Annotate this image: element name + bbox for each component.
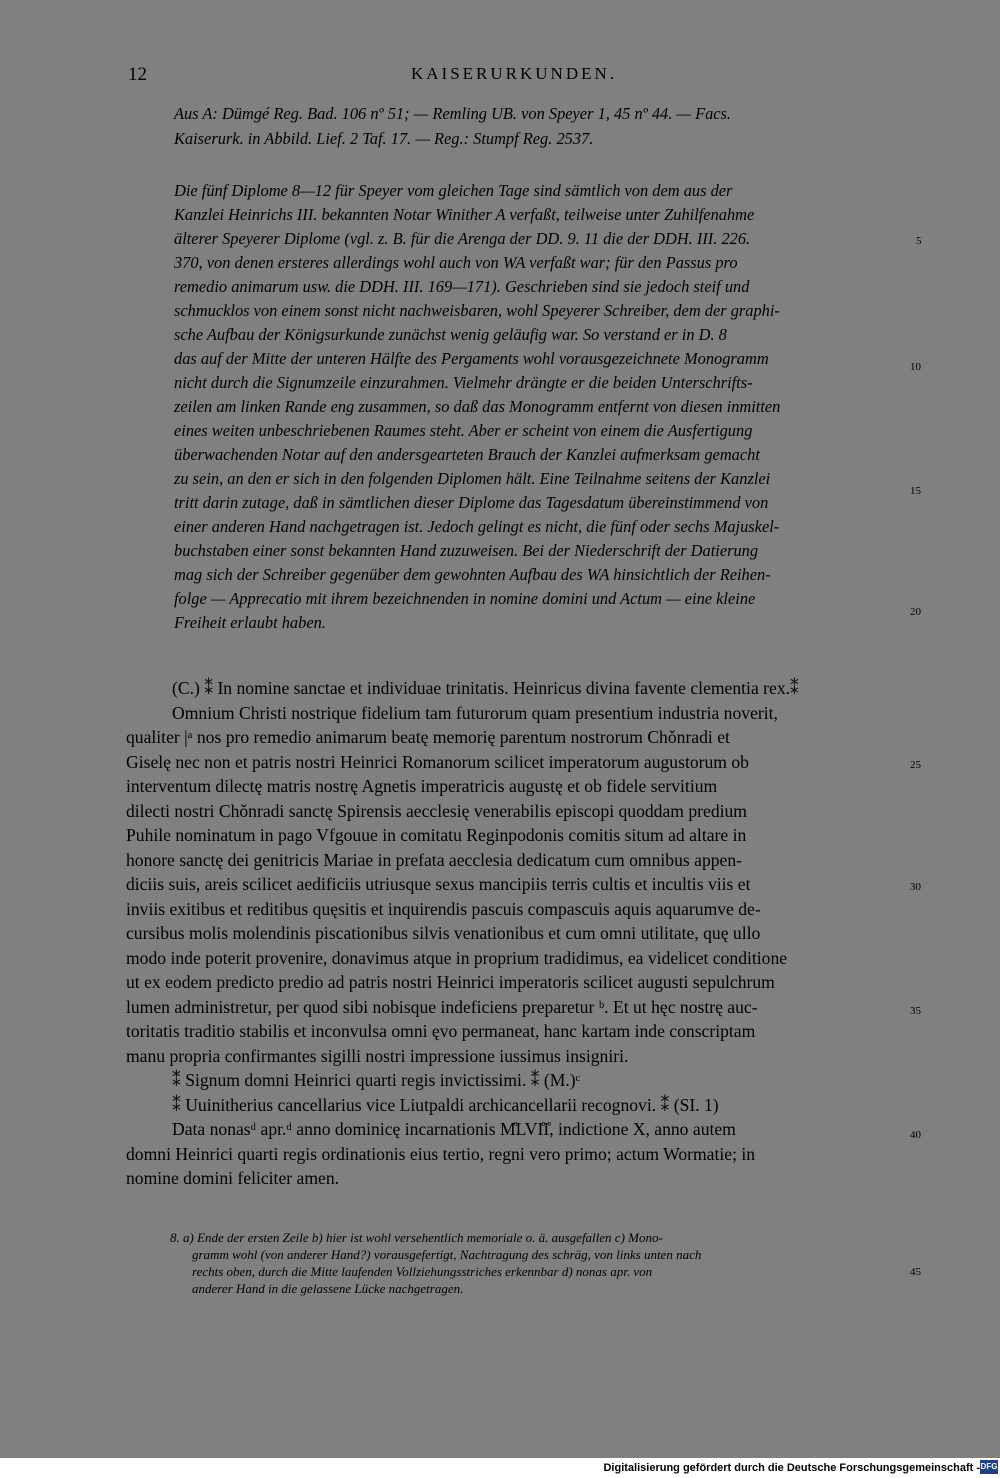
commentary-line: tritt darin zutage, daß in sämtlichen dieser Diplome das Tagesdatum übereinstimmend von bbox=[174, 493, 769, 512]
page-header bbox=[128, 64, 900, 86]
commentary-line: das auf der Mitte der unteren Hälfte des Pergaments wohl vorausgezeichnete Monogramm bbox=[174, 349, 769, 368]
footnote-line: gramm wohl (von anderer Hand?) vorausgefertigt, Nachtragung des schräg, von links unten nach bbox=[192, 1247, 702, 1262]
margin-line-number: 10 bbox=[910, 361, 921, 373]
margin-line-number: 30 bbox=[910, 881, 921, 893]
commentary-line: 370, von denen ersteres allerdings wohl auch von WA verfaßt war; für den Passus pro bbox=[174, 253, 738, 272]
charter-line: Puhile nominatum in pago Vfgouue in comitatu Reginpodonis comitis situm ad altare in bbox=[126, 825, 747, 845]
dating-line: Data nonasᵈ apr.ᵈ anno dominicę incarnationis M̊LVI̊I̊, indictione X, anno autem bbox=[172, 1119, 736, 1139]
running-title: KAISERURKUNDEN. bbox=[410, 64, 618, 83]
commentary-line: überwachenden Notar auf den andersgearteten Brauch der Kanzlei aufmerksam gemacht bbox=[174, 445, 760, 464]
footnote-line: anderer Hand in die gelassene Lücke nachgetragen. bbox=[192, 1281, 464, 1296]
commentary-line: einer anderen Hand nachgetragen ist. Jedoch gelingt es nicht, die fünf oder sechs Majuskel- bbox=[174, 517, 780, 536]
commentary-line: Freiheit erlaubt haben. bbox=[174, 613, 326, 632]
commentary-line: remedio animarum usw. die DDH. III. 169—171). Geschrieben sind sie jedoch steif und bbox=[174, 277, 750, 296]
charter-line: honore sanctę dei genitricis Mariae in prefata aecclesia dedicatum cum omnibus appen- bbox=[126, 849, 743, 870]
charter-line: lumen administretur, per quod sibi nobisque indeficiens preparetur ᵇ. Et ut hęc nostrę auc- bbox=[126, 996, 758, 1017]
charter-line: modo inde poterit provenire, donavimus atque in proprium tradidimus, ea videlicet conditione bbox=[126, 947, 788, 968]
dating-line: domni Heinrici quarti regis ordinationis eius tertio, regni vero primo; actum Wormatie; in bbox=[126, 1143, 756, 1164]
margin-line-number: 45 bbox=[910, 1266, 921, 1278]
charter-line: (C.) ⁑ In nomine sanctae et individuae trinitatis. Heinricus divina favente clementia rex.⁑ bbox=[172, 678, 799, 698]
recognition-line: ⁑ Uuinitherius cancellarius vice Liutpaldi archicancellarii recognovi. ⁑ (SI. 1) bbox=[172, 1094, 719, 1115]
page-number: 12 bbox=[128, 64, 147, 85]
commentary-line: älterer Speyerer Diplome (vgl. z. B. für die Arenga der DD. 9. 11 die der DDH. III. 226. bbox=[174, 229, 751, 248]
margin-line-number: 5 bbox=[916, 235, 922, 247]
dfg-logo-icon: DFG bbox=[980, 1460, 998, 1474]
charter-line: Giselę nec non et patris nostri Heinrici Romanorum scilicet imperatorum augustorum ob bbox=[126, 751, 749, 772]
commentary-line: zeilen am linken Rande eng zusammen, so daß das Monogramm entfernt von diesen inmitten bbox=[174, 397, 781, 416]
commentary-line: buchstaben einer sonst bekannten Hand zuzuweisen. Bei der Niederschrift der Datierung bbox=[174, 541, 759, 560]
margin-line-number: 25 bbox=[910, 759, 921, 771]
dating-line: nomine domini feliciter amen. bbox=[126, 1168, 340, 1188]
sources-line: Aus A: Dümgé Reg. Bad. 106 nº 51; — Remling UB. von Speyer 1, 45 nº 44. — Facs. bbox=[174, 104, 732, 123]
margin-line-number: 20 bbox=[910, 606, 921, 618]
margin-line-number: 40 bbox=[910, 1129, 921, 1141]
charter-line: inviis exitibus et reditibus quęsitis et inquirendis pascuis compascuis aquis aquarumve de- bbox=[126, 898, 761, 919]
charter-line: manu propria confirmantes sigilli nostri impressione iussimus insigniri. bbox=[126, 1045, 629, 1066]
commentary-line: Die fünf Diplome 8—12 für Speyer vom gleichen Tage sind sämtlich von dem aus der bbox=[174, 181, 733, 200]
charter-line: dilecti nostri Chǒnradi sanctę Spirensis aecclesię venerabilis episcopi quoddam predium bbox=[126, 800, 747, 821]
charter-line: Omnium Christi nostrique fidelium tam futurorum quam presentium industria noverit, bbox=[172, 702, 778, 723]
charter-line: cursibus molis molendinis piscationibus silvis venationibus et cum omni utilitate, quę ullo bbox=[126, 923, 761, 943]
footnote-line: rechts oben, durch die Mitte laufenden Vollziehungsstriches erkennbar d) nonas apr. von bbox=[192, 1264, 653, 1279]
commentary-line: eines weiten unbeschriebenen Raumes steht. Aber er scheint von einem die Ausfertigung bbox=[174, 421, 753, 440]
commentary-line: sche Aufbau der Königsurkunde zunächst wenig geläufig war. So verstand er in D. 8 bbox=[174, 325, 727, 344]
charter-line: toritatis traditio stabilis et inconvulsa omni ęvo permaneat, hanc kartam inde conscriptam bbox=[126, 1021, 756, 1041]
footnote-line: 8. a) Ende der ersten Zeile b) hier ist wohl versehentlich memoriale o. ä. ausgefallen c) Mono- bbox=[170, 1230, 663, 1245]
charter-line: diciis suis, areis scilicet aedificiis utriusque sexus mancipiis terris cultis et incultis viis et bbox=[126, 874, 751, 894]
charter-line: qualiter |ᵃ nos pro remedio animarum beatę memorię parentum nostrorum Chǒnradi et bbox=[126, 727, 730, 747]
sources-line: Kaiserurk. in Abbild. Lief. 2 Taf. 17. — Reg.: Stumpf Reg. 2537. bbox=[174, 129, 594, 148]
commentary-line: nicht durch die Signumzeile einzurahmen. Vielmehr drängte er die beiden Unterschrifts- bbox=[174, 373, 753, 392]
funding-notice: Digitalisierung gefördert durch die Deutsche Forschungsgemeinschaft - bbox=[603, 1462, 980, 1474]
commentary-line: mag sich der Schreiber gegenüber dem gewohnten Aufbau des WA hinsichtlich der Reihen- bbox=[174, 565, 771, 584]
commentary-line: zu sein, an den er sich in den folgenden Diplomen hält. Eine Teilnahme seitens der Kanzlei bbox=[174, 469, 771, 488]
charter-line: ut ex eodem predicto predio ad patris nostri Heinrici imperatoris scilicet augusti sepulchrum bbox=[126, 972, 775, 992]
commentary-line: schmucklos von einem sonst nicht nachweisbaren, wohl Speyerer Schreiber, dem der graphi- bbox=[174, 301, 780, 320]
margin-line-number: 35 bbox=[910, 1005, 921, 1017]
signum-line: ⁑ Signum domni Heinrici quarti regis invictissimi. ⁑ (M.)ᶜ bbox=[172, 1070, 581, 1090]
commentary-line: folge — Apprecatio mit ihrem bezeichnenden in nomine domini und Actum — eine kleine bbox=[174, 589, 756, 608]
charter-line: interventum dilectę matris nostrę Agnetis imperatricis augustę et ob fidele servitium bbox=[126, 776, 718, 796]
commentary-line: Kanzlei Heinrichs III. bekannten Notar Winither A verfaßt, teilweise unter Zuhilfenahme bbox=[174, 205, 755, 224]
margin-line-number: 15 bbox=[910, 485, 921, 497]
